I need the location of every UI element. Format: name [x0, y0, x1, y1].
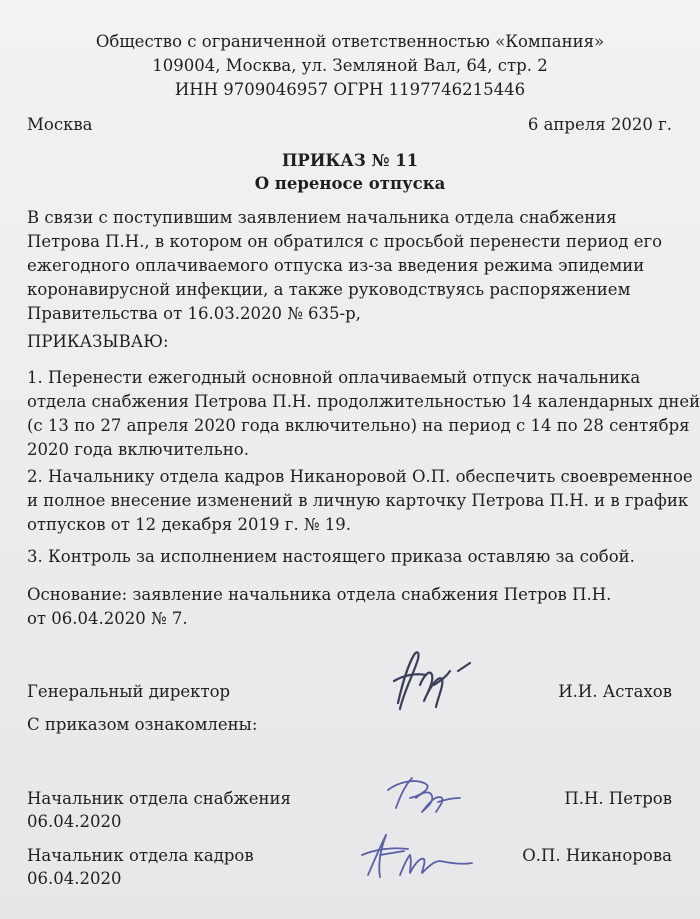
hr-head-signature — [350, 825, 480, 885]
basis-paragraph — [27, 583, 677, 631]
item-line: отдела снабжения Петрова П.Н. продолжительностью 14 календарных дней — [27, 392, 700, 411]
supply-head-signature — [380, 768, 470, 818]
company-name: Общество с ограниченной ответственностью «Компания» — [95, 32, 605, 51]
document-place: Москва — [27, 115, 93, 134]
company-ids: ИНН 9709046957 ОГРН 1197746215446 — [174, 80, 526, 99]
order-word: ПРИКАЗЫВАЮ: — [27, 332, 169, 351]
signer-2-date: 06.04.2020 — [27, 869, 122, 888]
director-signature — [380, 645, 480, 717]
signer-2-position: Начальник отдела кадров — [27, 846, 254, 865]
acquainted-heading: С приказом ознакомлены: — [27, 715, 258, 734]
preamble-paragraph — [27, 206, 677, 326]
item-line: и полное внесение изменений в личную карточку Петрова П.Н. и в график — [27, 491, 689, 510]
document-date: 6 апреля 2020 г. — [527, 115, 672, 134]
basis-line: Основание: заявление начальника отдела снабжения Петров П.Н. — [27, 585, 612, 604]
order-subtitle: О переносе отпуска — [254, 174, 446, 193]
order-title: ПРИКАЗ № 11 — [281, 151, 419, 170]
basis-line: от 06.04.2020 № 7. — [27, 609, 188, 628]
preamble-line: В связи с поступившим заявлением начальника отдела снабжения — [27, 208, 617, 227]
director-position: Генеральный директор — [27, 682, 231, 701]
preamble-line: Петрова П.Н., в котором он обратился с просьбой перенести период его — [27, 232, 663, 251]
item-line: (с 13 по 27 апреля 2020 года включительно) на период с 14 по 28 сентября — [27, 416, 690, 435]
item-line: 1. Перенести ежегодный основной оплачиваемый отпуск начальника — [27, 368, 641, 387]
order-item-1 — [27, 366, 700, 462]
order-item-2 — [27, 465, 693, 537]
signer-1-name: П.Н. Петров — [564, 789, 672, 808]
item-line: 2020 года включительно. — [27, 440, 249, 459]
item-line: 2. Начальнику отдела кадров Никаноровой О.П. обеспечить своевременное — [27, 467, 693, 486]
company-address: 109004, Москва, ул. Земляной Вал, 64, стр. 2 — [152, 56, 548, 75]
director-name: И.И. Астахов — [558, 682, 672, 701]
preamble-line: ежегодного оплачиваемого отпуска из-за введения режима эпидемии — [27, 256, 645, 275]
signer-2-name: О.П. Никанорова — [522, 846, 672, 865]
preamble-line: Правительства от 16.03.2020 № 635-р, — [27, 304, 361, 323]
preamble-line: коронавирусной инфекции, а также руководствуясь распоряжением — [27, 280, 631, 299]
signer-1-position: Начальник отдела снабжения — [27, 789, 291, 808]
order-item-3: 3. Контроль за исполнением настоящего приказа оставляю за собой. — [27, 547, 635, 566]
item-line: отпусков от 12 декабря 2019 г. № 19. — [27, 515, 352, 534]
signer-1-date: 06.04.2020 — [27, 812, 122, 831]
